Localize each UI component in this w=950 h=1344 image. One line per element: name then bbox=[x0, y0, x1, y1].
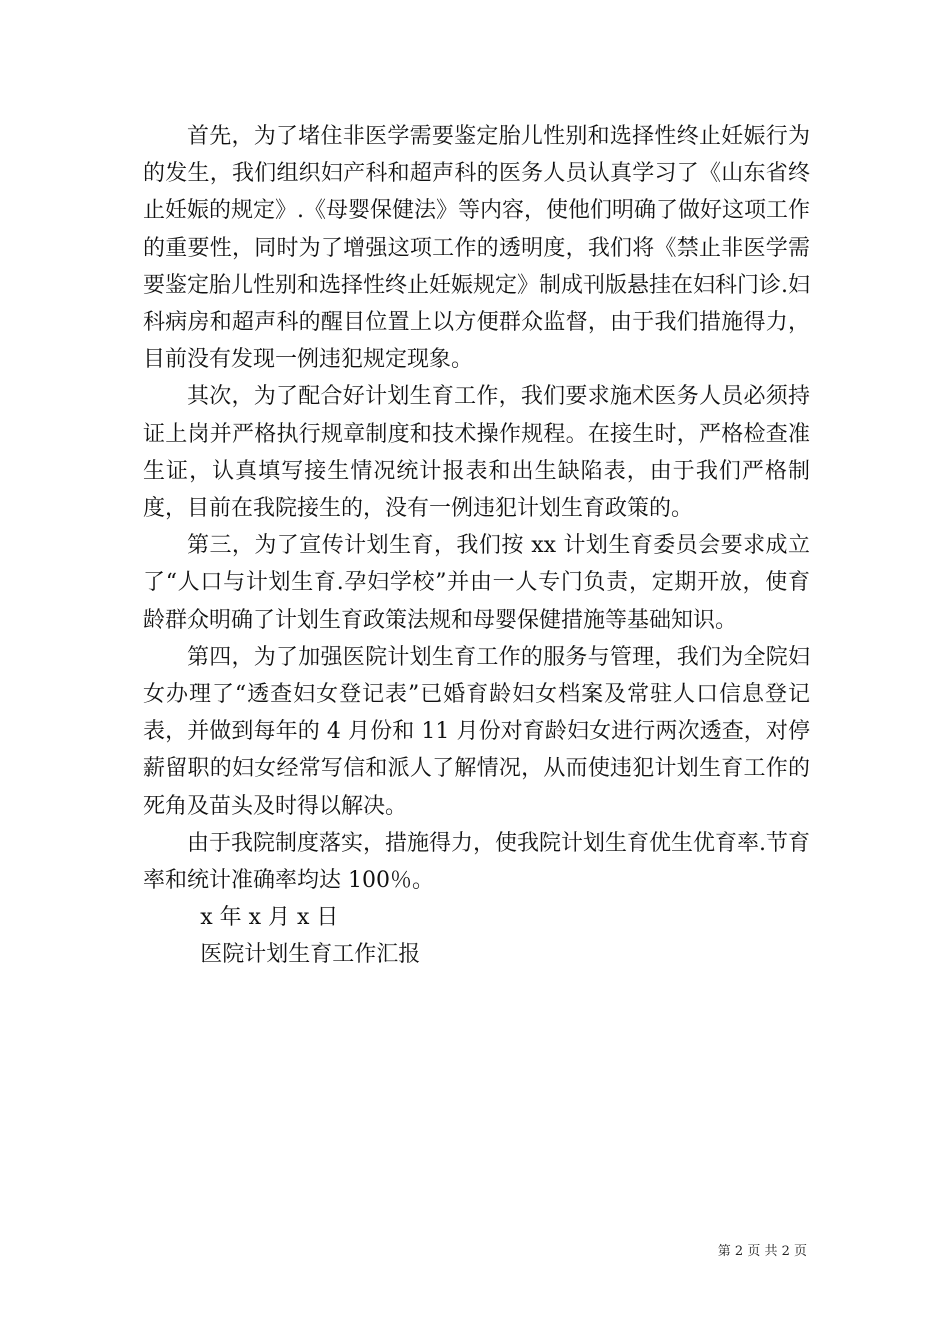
date-line: x 年 x 月 x 日 bbox=[200, 905, 339, 931]
document-body bbox=[143, 118, 810, 974]
paragraph-first: 首先，为了堵住非医学需要鉴定胎儿性别和选择性终止妊娠行为的发生，我们组织妇产科和超声科的医务人员认真学习了《山东省终止妊娠的规定》.《母婴保健法》等内容，使他们明确了做好这项工作的重要性，同时为了增强这项工作的透明度，我们将《禁止非医学需要鉴定胎儿性别和选择性终止妊娠规定》制成刊版悬挂在妇科门诊.妇科病房和超声科的醒目位置上以方便群众监督，由于我们措施得力，目前没有发现一例违犯规定现象。 bbox=[143, 124, 810, 373]
page-number-footer: 第 2 页 共 2 页 bbox=[717, 1244, 807, 1259]
closing-title: 医院计划生育工作汇报 bbox=[200, 942, 421, 968]
paragraph-second: 其次，为了配合好计划生育工作，我们要求施术医务人员必须持证上岗并严格执行规章制度和技术操作规程。在接生时，严格检查准生证，认真填写接生情况统计报表和出生缺陷表，由于我们严格制度，目前在我院接生的，没有一例违犯计划生育政策的。 bbox=[143, 384, 810, 522]
paragraph-third: 第三，为了宣传计划生育，我们按 xx 计划生育委员会要求成立了“人口与计划生育.孕妇学校”并由一人专门负责，定期开放，使育龄群众明确了计划生育政策法规和母婴保健措施等基础知识。 bbox=[143, 533, 810, 633]
paragraph-fourth: 第四，为了加强医院计划生育工作的服务与管理，我们为全院妇女办理了“透查妇女登记表”已婚育龄妇女档案及常驻人口信息登记表，并做到每年的 4 月份和 11 月份对育龄妇女进行两次透查，对停薪留职的妇女经常写信和派人了解情况，从而使违犯计划生育工作的死角及苗头及时得以解决。 bbox=[143, 644, 810, 819]
paragraph-conclusion: 由于我院制度落实，措施得力，使我院计划生育优生优育率.节育率和统计准确率均达 100％。 bbox=[143, 830, 810, 894]
